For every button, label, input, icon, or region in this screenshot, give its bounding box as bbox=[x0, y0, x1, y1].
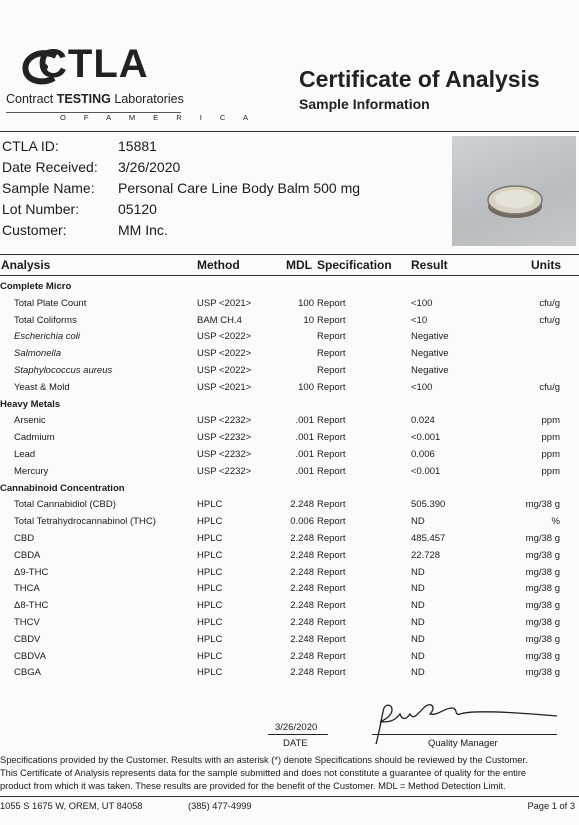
mdl-cell: 2.248 bbox=[290, 633, 314, 645]
mdl-cell: 100 bbox=[298, 381, 314, 393]
result-cell: <100 bbox=[411, 381, 433, 393]
col-units-header: Units bbox=[531, 258, 561, 272]
spec-cell: Report bbox=[317, 465, 346, 477]
units-cell: mg/38 g bbox=[525, 549, 560, 561]
result-cell: 22.728 bbox=[411, 549, 441, 561]
units-cell: mg/38 g bbox=[525, 667, 560, 679]
result-cell: 485.457 bbox=[411, 533, 446, 544]
result-cell: ND bbox=[411, 617, 425, 628]
col-method-header: Method bbox=[197, 258, 240, 272]
units-cell: % bbox=[551, 516, 560, 528]
mdl-cell: .001 bbox=[295, 432, 314, 444]
method-cell: USP <2232> bbox=[197, 449, 252, 460]
units-cell: ppm bbox=[541, 415, 560, 427]
analysis-cell: Arsenic bbox=[14, 415, 46, 427]
spec-cell: Report bbox=[317, 633, 346, 645]
logo-subtitle: Contract TESTING Laboratories bbox=[6, 92, 184, 106]
table-header-rule bbox=[0, 275, 579, 276]
analysis-cell: Lead bbox=[14, 449, 36, 460]
spec-cell: Report bbox=[317, 667, 346, 679]
spec-cell: Report bbox=[317, 348, 346, 360]
analysis-cell: Total Plate Count bbox=[14, 297, 87, 309]
col-analysis-header: Analysis bbox=[1, 258, 51, 272]
units-cell: cfu/g bbox=[539, 381, 560, 393]
result-cell: <100 bbox=[411, 297, 433, 309]
units-cell: mg/38 g bbox=[525, 617, 560, 628]
spec-cell: Report bbox=[317, 499, 346, 511]
analysis-cell: Staphylococcus aureus bbox=[14, 365, 113, 376]
spec-cell: Report bbox=[317, 365, 346, 376]
date-signature-line bbox=[268, 734, 328, 735]
method-cell: HPLC bbox=[197, 549, 223, 561]
mdl-cell: 2.248 bbox=[290, 600, 314, 612]
logo-text: CTLA bbox=[38, 42, 149, 86]
method-cell: USP <2232> bbox=[197, 432, 252, 444]
mdl-cell: 2.248 bbox=[290, 549, 314, 561]
units-cell: ppm bbox=[541, 465, 560, 477]
analysis-cell: CBGA bbox=[14, 667, 41, 679]
method-cell: HPLC bbox=[197, 533, 223, 544]
document-subtitle: Sample Information bbox=[299, 96, 430, 112]
method-cell: HPLC bbox=[197, 600, 223, 612]
mdl-cell: .001 bbox=[295, 449, 314, 460]
method-cell: HPLC bbox=[197, 617, 223, 628]
mdl-cell: 10 bbox=[303, 314, 314, 326]
result-cell: ND bbox=[411, 667, 425, 679]
method-cell: HPLC bbox=[197, 499, 223, 511]
analysis-cell: Total Tetrahydrocannabinol (THC) bbox=[14, 516, 156, 528]
analysis-cell: Escherichia coli bbox=[14, 331, 80, 343]
section-title: Complete Micro bbox=[0, 281, 72, 292]
method-cell: HPLC bbox=[197, 566, 223, 578]
mdl-cell: .001 bbox=[295, 415, 314, 427]
quality-manager-signature-line bbox=[372, 734, 557, 735]
analysis-cell: Total Cannabidiol (CBD) bbox=[14, 499, 116, 511]
result-cell: ND bbox=[411, 566, 425, 578]
spec-cell: Report bbox=[317, 650, 346, 662]
result-cell: ND bbox=[411, 583, 425, 595]
mdl-cell: 2.248 bbox=[290, 583, 314, 595]
result-cell: 0.006 bbox=[411, 449, 435, 460]
date-received-label: Date Received: bbox=[2, 159, 98, 175]
spec-cell: Report bbox=[317, 381, 346, 393]
spec-cell: Report bbox=[317, 533, 346, 544]
spec-cell: Report bbox=[317, 314, 346, 326]
units-cell: mg/38 g bbox=[525, 633, 560, 645]
analysis-cell: THCV bbox=[14, 617, 40, 628]
method-cell: USP <2232> bbox=[197, 465, 252, 477]
mdl-cell: 2.248 bbox=[290, 667, 314, 679]
spec-cell: Report bbox=[317, 297, 346, 309]
method-cell: USP <2022> bbox=[197, 365, 252, 376]
lot-number-value: 05120 bbox=[118, 201, 157, 217]
table-top-rule bbox=[0, 254, 579, 255]
mdl-cell: 2.248 bbox=[290, 617, 314, 628]
method-cell: USP <2022> bbox=[197, 348, 252, 360]
spec-cell: Report bbox=[317, 583, 346, 595]
analysis-cell: Δ8-THC bbox=[14, 600, 49, 612]
date-received-value: 3/26/2020 bbox=[118, 159, 181, 175]
mdl-cell: .001 bbox=[295, 465, 314, 477]
footer-rule bbox=[0, 796, 579, 797]
units-cell: mg/38 g bbox=[525, 533, 560, 544]
result-cell: ND bbox=[411, 600, 425, 612]
ctla-id-label: CTLA ID: bbox=[2, 138, 59, 154]
result-cell: Negative bbox=[411, 331, 449, 343]
disclaimer-line-2: This Certificate of Analysis represents data for the sample submitted and does not constitute a guarantee of quality for the entire bbox=[0, 768, 527, 778]
header-divider bbox=[0, 131, 579, 132]
balm-tin-image bbox=[486, 180, 544, 220]
analysis-cell: THCA bbox=[14, 583, 40, 595]
method-cell: USP <2232> bbox=[197, 415, 252, 427]
section-title: Heavy Metals bbox=[0, 398, 61, 410]
analysis-cell: CBDVA bbox=[14, 650, 47, 662]
ctla-id-value: 15881 bbox=[118, 138, 157, 154]
logo-country: O F A M E R I C A bbox=[60, 113, 257, 122]
analysis-cell: CBDA bbox=[14, 549, 41, 561]
result-cell: Negative bbox=[411, 348, 449, 360]
units-cell: ppm bbox=[541, 432, 560, 444]
lab-phone: (385) 477-4999 bbox=[188, 801, 252, 811]
method-cell: USP <2021> bbox=[197, 297, 252, 309]
col-spec-header: Specification bbox=[317, 258, 392, 272]
result-cell: <10 bbox=[411, 314, 428, 326]
analysis-cell: CBD bbox=[14, 533, 35, 544]
method-cell: USP <2021> bbox=[197, 381, 252, 393]
sample-name-label: Sample Name: bbox=[2, 180, 95, 196]
analysis-cell: Δ9-THC bbox=[14, 566, 49, 578]
result-cell: <0.001 bbox=[411, 432, 441, 444]
result-cell: Negative bbox=[411, 365, 449, 376]
method-cell: USP <2022> bbox=[197, 331, 252, 343]
mdl-cell: 2.248 bbox=[290, 566, 314, 578]
customer-value: MM Inc. bbox=[118, 222, 168, 238]
customer-label: Customer: bbox=[2, 222, 67, 238]
method-cell: HPLC bbox=[197, 667, 223, 679]
analysis-cell: Cadmium bbox=[14, 432, 55, 444]
col-result-header: Result bbox=[411, 258, 448, 272]
result-cell: 505.390 bbox=[411, 499, 446, 511]
spec-cell: Report bbox=[317, 516, 346, 528]
mdl-cell: 2.248 bbox=[290, 499, 314, 511]
date-label: DATE bbox=[283, 738, 308, 749]
method-cell: HPLC bbox=[197, 583, 223, 595]
method-cell: HPLC bbox=[197, 516, 223, 528]
page-number: Page 1 of 3 bbox=[527, 801, 575, 811]
method-cell: HPLC bbox=[197, 633, 223, 645]
result-cell: ND bbox=[411, 516, 425, 528]
signoff-date: 3/26/2020 bbox=[275, 722, 318, 733]
result-cell: ND bbox=[411, 650, 425, 662]
units-cell: mg/38 g bbox=[525, 499, 560, 511]
units-cell: mg/38 g bbox=[525, 650, 560, 662]
spec-cell: Report bbox=[317, 617, 346, 628]
spec-cell: Report bbox=[317, 449, 346, 460]
section-title: Cannabinoid Concentration bbox=[0, 482, 125, 494]
lot-number-label: Lot Number: bbox=[2, 201, 80, 217]
spec-cell: Report bbox=[317, 566, 346, 578]
units-cell: mg/38 g bbox=[525, 600, 560, 612]
analysis-cell: Yeast & Mold bbox=[14, 381, 70, 393]
spec-cell: Report bbox=[317, 600, 346, 612]
analysis-cell: CBDV bbox=[14, 633, 41, 645]
method-cell: HPLC bbox=[197, 650, 223, 662]
result-cell: ND bbox=[411, 633, 425, 645]
col-mdl-header: MDL bbox=[286, 258, 312, 272]
sample-name-value: Personal Care Line Body Balm 500 mg bbox=[118, 180, 361, 196]
spec-cell: Report bbox=[317, 331, 346, 343]
mdl-cell: 2.248 bbox=[290, 533, 314, 544]
mdl-cell: 2.248 bbox=[290, 650, 314, 662]
quality-manager-label: Quality Manager bbox=[428, 738, 498, 749]
analysis-cell: Salmonella bbox=[14, 348, 61, 360]
method-cell: BAM CH.4 bbox=[197, 314, 242, 326]
analysis-cell: Mercury bbox=[14, 465, 49, 477]
disclaimer-line-1: Specifications provided by the Customer. Results with an asterisk (*) denote Specifications should be reviewed by the Customer. bbox=[0, 755, 528, 765]
spec-cell: Report bbox=[317, 432, 346, 444]
mdl-cell: 0.006 bbox=[290, 516, 314, 528]
result-cell: <0.001 bbox=[411, 465, 441, 477]
units-cell: cfu/g bbox=[539, 297, 560, 309]
units-cell: mg/38 g bbox=[525, 566, 560, 578]
units-cell: mg/38 g bbox=[525, 583, 560, 595]
mdl-cell: 100 bbox=[298, 297, 314, 309]
spec-cell: Report bbox=[317, 549, 346, 561]
lab-address: 1055 S 1675 W, OREM, UT 84058 bbox=[0, 801, 143, 811]
analysis-cell: Total Coliforms bbox=[14, 314, 77, 326]
disclaimer-line-3: product from which it was taken. These results are provided for the benefit of the Customer. MDL = Method Detection Limit. bbox=[0, 781, 506, 791]
units-cell: cfu/g bbox=[539, 314, 560, 326]
document-title: Certificate of Analysis bbox=[299, 66, 540, 92]
units-cell: ppm bbox=[541, 449, 560, 460]
spec-cell: Report bbox=[317, 415, 346, 427]
result-cell: 0.024 bbox=[411, 415, 435, 427]
